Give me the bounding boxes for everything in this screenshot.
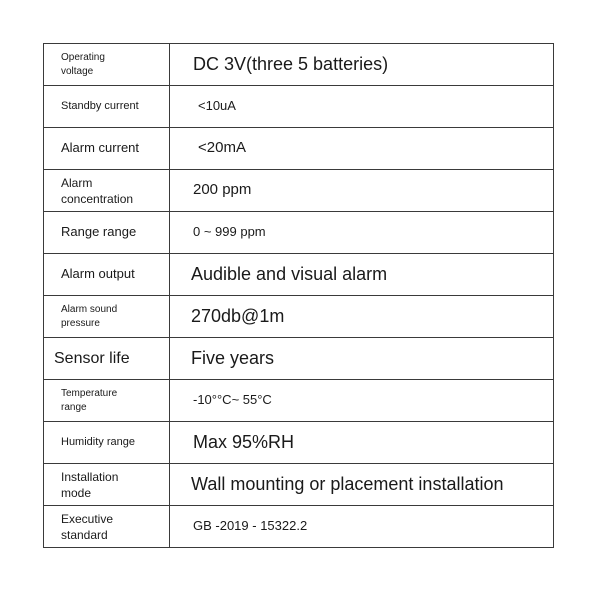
- sensor-life-value: Five years: [170, 338, 554, 380]
- alarm-concentration-label: Alarm concentration: [44, 170, 170, 212]
- table-row: [44, 44, 554, 86]
- spec-table: [43, 43, 554, 548]
- operating-voltage-value: DC 3V(three 5 batteries): [170, 44, 554, 86]
- sensor-life-label: Sensor life: [44, 338, 170, 380]
- alarm-current-value: <20mA: [170, 128, 554, 170]
- range-range-value: 0 ~ 999 ppm: [170, 212, 554, 254]
- table-row: [44, 296, 554, 338]
- range-range-label: Range range: [44, 212, 170, 254]
- table-row: [44, 338, 554, 380]
- table-row: [44, 506, 554, 548]
- table-row: [44, 254, 554, 296]
- temperature-range-label: Temperature range: [44, 380, 170, 422]
- operating-voltage-label: Operating voltage: [44, 44, 170, 86]
- alarm-sound-pressure-value: 270db@1m: [170, 296, 554, 338]
- alarm-output-value: Audible and visual alarm: [170, 254, 554, 296]
- executive-standard-value: GB -2019 - 15322.2: [170, 506, 554, 548]
- alarm-sound-pressure-label: Alarm sound pressure: [44, 296, 170, 338]
- table-row: [44, 422, 554, 464]
- executive-standard-label: Executive standard: [44, 506, 170, 548]
- table-row: [44, 170, 554, 212]
- temperature-range-value: -10°°C~ 55°C: [170, 380, 554, 422]
- table-row: [44, 86, 554, 128]
- standby-current-label: Standby current: [44, 86, 170, 128]
- table-row: [44, 380, 554, 422]
- table-row: [44, 212, 554, 254]
- alarm-output-label: Alarm output: [44, 254, 170, 296]
- alarm-current-label: Alarm current: [44, 128, 170, 170]
- table-row: [44, 128, 554, 170]
- humidity-range-label: Humidity range: [44, 422, 170, 464]
- installation-mode-label: Installation mode: [44, 464, 170, 506]
- humidity-range-value: Max 95%RH: [170, 422, 554, 464]
- table-row: [44, 464, 554, 506]
- installation-mode-value: Wall mounting or placement installation: [170, 464, 554, 506]
- alarm-concentration-value: 200 ppm: [170, 170, 554, 212]
- standby-current-value: <10uA: [170, 86, 554, 128]
